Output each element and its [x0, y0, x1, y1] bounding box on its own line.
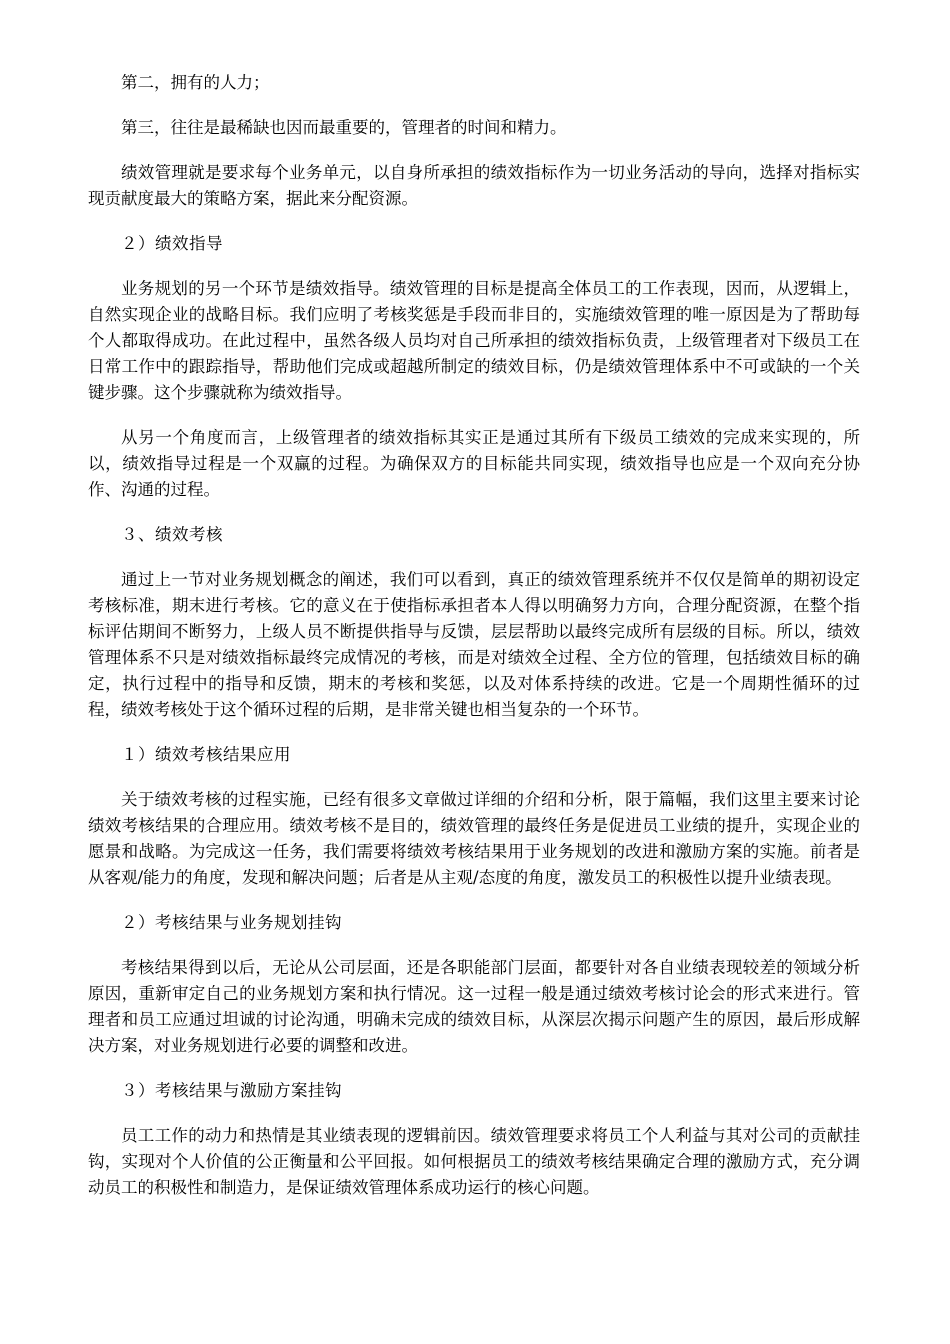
paragraph: 通过上一节对业务规划概念的阐述，我们可以看到，真正的绩效管理系统并不仅仅是简单的期初设定考核标准，期末进行考核。它的意义在于使指标承担者本人得以明确努力方向，合理分配资源，在整个指标评估期间不断努力，上级人员不断提供指导与反馈，层层帮助以最终完成所有层级的目标。所以，绩效管理体系不只是对绩效指标最终完成情况的考核，而是对绩效全过程、全方位的管理，包括绩效目标的确定，执行过程中的指导和反馈，期末的考核和奖惩，以及对体系持续的改进。它是一个周期性循环的过程，绩效考核处于这个循环过程的后期，是非常关键也相当复杂的一个环节。 [88, 570, 860, 719]
document-page [88, 70, 860, 1220]
paragraph: 考核结果得到以后，无论从公司层面，还是各职能部门层面，都要针对各自业绩表现较差的领域分析原因，重新审定自己的业务规划方案和执行情况。这一过程一般是通过绩效考核讨论会的形式来进行。管理者和员工应通过坦诚的讨论沟通，明确未完成的绩效目标，从深层次揭示问题产生的原因，最后形成解决方案，对业务规划进行必要的调整和改进。 [88, 958, 860, 1055]
section-heading: ２）绩效指导 [121, 234, 223, 253]
paragraph: 第二，拥有的人力； [121, 73, 270, 92]
section-heading: ３）考核结果与激励方案挂钩 [121, 1081, 342, 1100]
section-heading: ２）考核结果与业务规划挂钩 [121, 913, 342, 932]
paragraph: 员工工作的动力和热情是其业绩表现的逻辑前因。绩效管理要求将员工个人利益与其对公司的贡献挂钩，实现对个人价值的公正衡量和公平回报。如何根据员工的绩效考核结果确定合理的激励方式，充分调动员工的积极性和制造力，是保证绩效管理体系成功运行的核心问题。 [88, 1126, 860, 1197]
paragraph: 业务规划的另一个环节是绩效指导。绩效管理的目标是提高全体员工的工作表现，因而，从逻辑上，自然实现企业的战略目标。我们应明了考核奖惩是手段而非目的，实施绩效管理的唯一原因是为了帮助每个人都取得成功。在此过程中，虽然各级人员均对自己所承担的绩效指标负责，上级管理者对下级员工在日常工作中的跟踪指导，帮助他们完成或超越所制定的绩效目标，仍是绩效管理体系中不可或缺的一个关键步骤。这个步骤就称为绩效指导。 [88, 279, 860, 402]
section-heading: １）绩效考核结果应用 [121, 745, 291, 764]
paragraph: 第三，往往是最稀缺也因而最重要的，管理者的时间和精力。 [121, 118, 567, 137]
section-heading: ３、绩效考核 [121, 525, 223, 544]
paragraph: 关于绩效考核的过程实施，已经有很多文章做过详细的介绍和分析，限于篇幅，我们这里主要来讨论绩效考核结果的合理应用。绩效考核不是目的，绩效管理的最终任务是促进员工业绩的提升，实现企业的愿景和战略。为完成这一任务，我们需要将绩效考核结果用于业务规划的改进和激励方案的实施。前者是从客观/能力的角度，发现和解决问题；后者是从主观/态度的角度，激发员工的积极性以提升业绩表现。 [88, 790, 860, 887]
paragraph: 绩效管理就是要求每个业务单元，以自身所承担的绩效指标作为一切业务活动的导向，选择对指标实现贡献度最大的策略方案，据此来分配资源。 [88, 163, 860, 208]
paragraph: 从另一个角度而言，上级管理者的绩效指标其实正是通过其所有下级员工绩效的完成来实现的，所以，绩效指导过程是一个双赢的过程。为确保双方的目标能共同实现，绩效指导也应是一个双向充分协作、沟通的过程。 [88, 428, 860, 499]
